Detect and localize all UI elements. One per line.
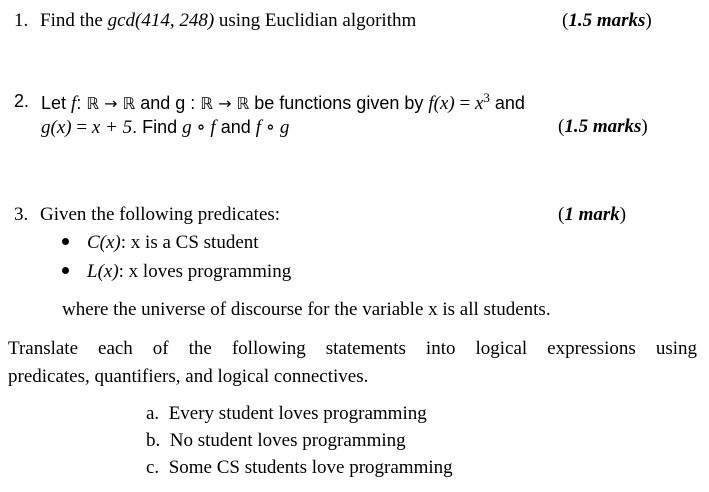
q2-equals-1: =	[454, 93, 475, 114]
q2-line1	[41, 91, 525, 113]
statement-b	[146, 431, 406, 450]
predicate-text: : x is a CS student	[120, 232, 259, 253]
statement-text: No student loves programming	[169, 430, 406, 451]
q2-x-exponent: 3	[483, 90, 490, 105]
statement-letter: a.	[146, 403, 160, 424]
q3-universe: where the universe of discourse for the variable x is all students.	[62, 299, 551, 320]
q1-marks-value: 1.5 marks	[568, 10, 646, 31]
q1-gcd-expression: gcd(414, 248)	[107, 10, 215, 31]
q2-let: Let	[41, 93, 72, 113]
statement-a	[146, 404, 427, 423]
predicate-item-c	[62, 233, 259, 252]
q1-text	[40, 11, 416, 30]
q1-text-after: using Euclidian algorithm	[214, 10, 417, 31]
q1-text-before: Find the	[40, 10, 108, 31]
q3-marks: (1 mark)	[558, 204, 627, 225]
q1-number: 1.	[14, 10, 29, 31]
predicate-symbol: C(x)	[87, 232, 121, 253]
q2-mapping-f: ℝ → ℝ	[86, 94, 136, 113]
q2-and: and	[489, 93, 525, 113]
statement-letter: b.	[146, 430, 161, 451]
predicate-symbol: L(x)	[87, 261, 119, 282]
q2-equals-2: =	[71, 117, 92, 138]
q3-marks-value: 1 mark	[564, 204, 620, 225]
predicate-text: : x loves programming	[118, 261, 292, 282]
q2-f-compose-g: f ∘ g	[255, 117, 290, 138]
q3-intro: Given the following predicates:	[40, 204, 281, 225]
q2-x-base: x	[474, 93, 484, 114]
q2-functions-given: be functions given by	[249, 93, 429, 113]
q2-marks-value: 1.5 marks	[564, 116, 642, 137]
predicate-item-l	[62, 262, 291, 281]
q2-colon: :	[76, 93, 87, 113]
q2-f-symbol: f	[71, 93, 77, 114]
q3-translate-line2: predicates, quantifiers, and logical connectives.	[8, 366, 369, 387]
q2-mapping-g: ℝ → ℝ	[200, 94, 250, 113]
statement-letter: c.	[146, 457, 160, 478]
bullet-icon	[62, 267, 69, 274]
q2-f-of-x: f(x)	[428, 93, 455, 114]
q1-marks: (1.5 marks)	[562, 10, 652, 31]
q2-number: 2.	[14, 91, 30, 111]
q2-and-g: and g :	[135, 93, 201, 113]
q3-translate-line1: Translate each of the following statements into logical expressions using	[8, 338, 697, 359]
statement-c	[146, 458, 453, 477]
q3-number: 3.	[14, 204, 29, 225]
q2-line2	[41, 118, 289, 137]
statement-text: Every student loves programming	[168, 403, 427, 424]
q2-and-2: and	[215, 117, 256, 137]
statement-text: Some CS students love programming	[168, 457, 453, 478]
q2-g-of-x: g(x)	[41, 117, 72, 138]
q2-find: . Find	[132, 117, 183, 137]
q2-g-compose-f: g ∘ f	[182, 117, 216, 138]
q2-marks: (1.5 marks)	[558, 116, 648, 137]
q2-g-rhs: x + 5	[91, 117, 133, 138]
bullet-icon	[62, 238, 69, 245]
